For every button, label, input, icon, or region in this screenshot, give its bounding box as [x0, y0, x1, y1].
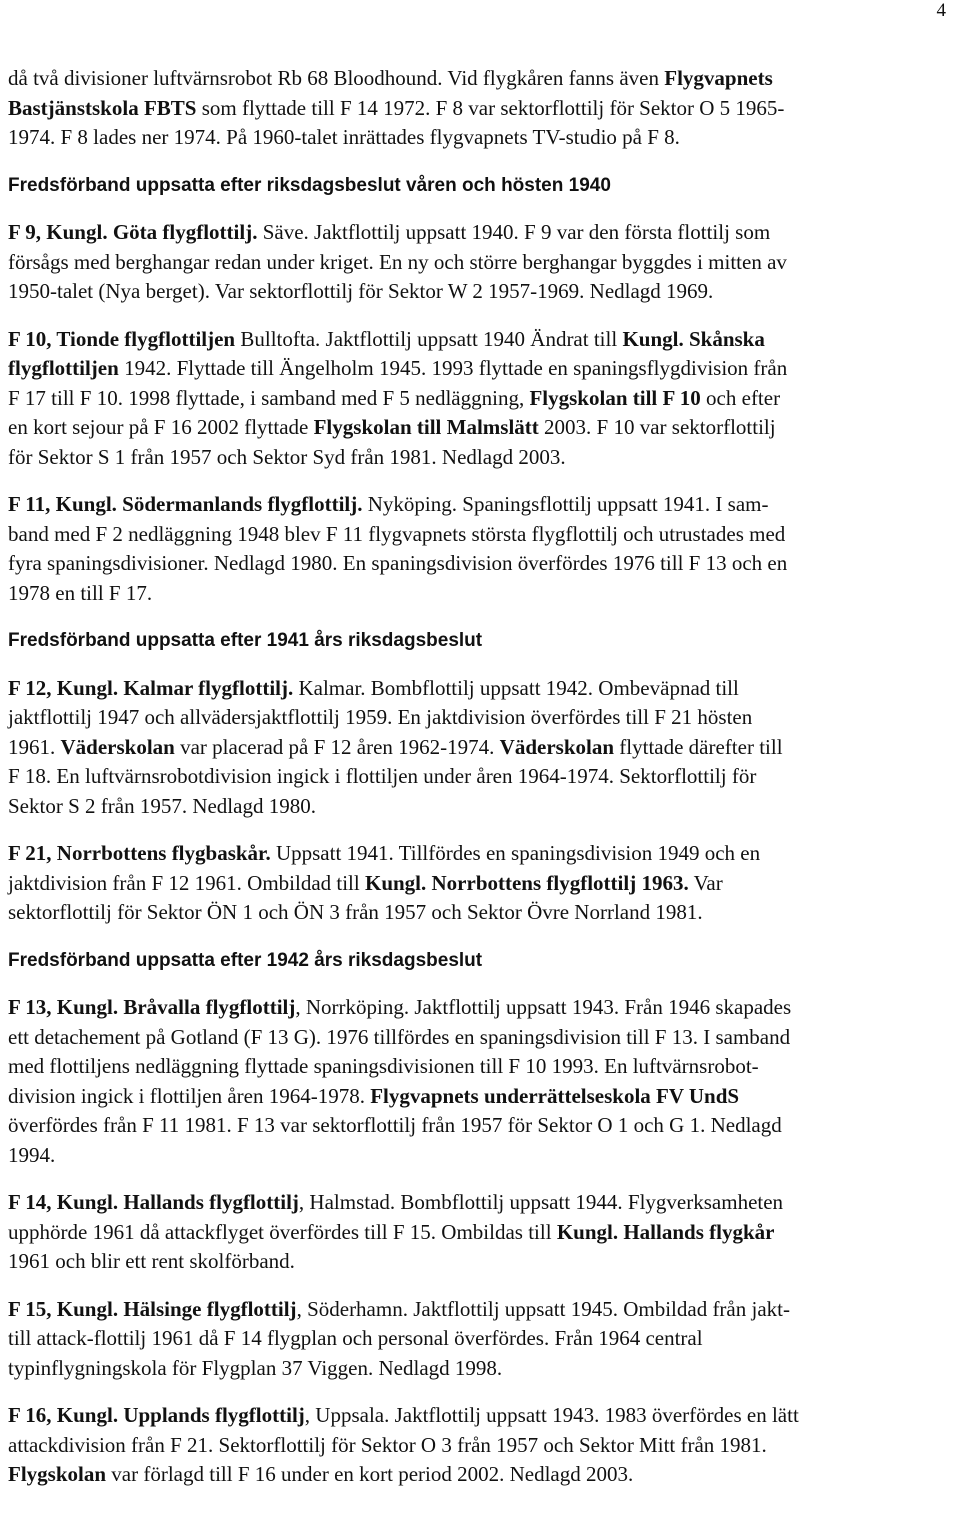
bold-text: Flygvapnets underrättelseskola FV UndS [370, 1083, 740, 1108]
body-text: , Uppsala. Jaktflottilj uppsatt 1943. 1983 överfördes en lätt [304, 1403, 799, 1427]
bold-text: F 14, Kungl. Hallands flygflottilj [8, 1190, 299, 1214]
body-text: Nyköping. Spaningsflottilj uppsatt 1941. I sam- [362, 492, 769, 516]
text-line [8, 549, 948, 579]
text-line [8, 218, 948, 248]
body-text: 1974. F 8 lades ner 1974. På 1960-talet inrättades flygvapnets TV-studio på F 8. [8, 125, 680, 149]
body-text: typinflygningskola för Flygplan 37 Viggen. Nedlagd 1998. [8, 1355, 503, 1380]
text-line [8, 703, 948, 733]
paragraph [8, 325, 948, 473]
body-text: fyra spaningsdivisioner. Nedlagd 1980. En spaningsdivision överfördes 1976 till F 13 och en [8, 551, 788, 575]
text-line [8, 123, 948, 153]
body-text: försågs med berghangar redan under kriget. En ny och större berghangar byggdes i mitten av [8, 249, 787, 274]
text-line [8, 1218, 948, 1248]
page-number: 4 [936, 0, 946, 21]
body-text: då två divisioner luftvärnsrobot Rb 68 Bloodhound. Vid flygkåren fanns även [8, 66, 665, 90]
block-spacer [8, 1383, 948, 1401]
body-text: 1978 en till F 17. [8, 580, 153, 605]
paragraph [8, 490, 948, 608]
text-line [8, 443, 948, 473]
block-spacer [8, 608, 948, 626]
text-line [8, 1188, 948, 1218]
text-line [8, 579, 948, 609]
block-spacer [8, 153, 948, 171]
text-line [8, 762, 948, 792]
block-spacer [8, 472, 948, 490]
text-line [8, 993, 948, 1023]
text-line [8, 1141, 948, 1171]
text-line [8, 94, 948, 124]
text-line [8, 869, 948, 899]
body-text: 1961 och blir ett rent skolförband. [8, 1249, 295, 1273]
text-line [8, 1401, 948, 1431]
body-text: överfördes från F 11 1981. F 13 var sektorflottilj från 1957 för Sektor O 1 och G 1. Nedlagd [8, 1113, 782, 1137]
body-text: en kort sejour på F 16 2002 flyttade [8, 415, 314, 439]
text-line [8, 839, 948, 869]
paragraph [8, 993, 948, 1170]
body-text: Var [688, 870, 723, 895]
block-spacer [8, 975, 948, 993]
body-text: Säve. Jaktflottilj uppsatt 1940. F 9 var den första flottilj som [257, 220, 771, 244]
text-line [8, 1052, 948, 1082]
paragraph [8, 674, 948, 822]
bold-text: F 12, Kungl. Kalmar flygflottilj. [8, 675, 294, 700]
text-line [8, 1354, 948, 1384]
body-text: flyttade därefter till [614, 734, 783, 759]
text-line [8, 64, 948, 94]
bold-text: F 10, Tionde flygflottiljen [8, 326, 236, 351]
body-text: och efter [700, 385, 781, 410]
body-text: var placerad på F 12 åren 1962-1974. [174, 734, 500, 759]
block-spacer [8, 1170, 948, 1188]
text-line [8, 1023, 948, 1053]
bold-text: Kungl. Norrbottens flygflottilj 1963. [364, 870, 689, 895]
body-text: attackdivision från F 21. Sektorflottilj för Sektor O 3 från 1957 och Sektor Mitt från 1981. [8, 1432, 767, 1457]
text-line [8, 384, 948, 414]
body-text: var förlagd till F 16 under en kort period 2002. Nedlagd 2003. [106, 1462, 634, 1486]
body-text: jaktflottilj 1947 och allvädersjaktflottilj 1959. En jaktdivision överfördes till F 21 hösten [8, 705, 753, 729]
body-text: 1942. Flyttade till Ängelholm 1945. 1993 flyttade en spaningsflygdivision från [118, 356, 788, 380]
text-line [8, 413, 948, 443]
bold-text: F 11, Kungl. Södermanlands flygflottilj. [8, 492, 363, 516]
body-text: 1961. [8, 734, 61, 759]
text-line [8, 1324, 948, 1354]
body-text: Sektor S 2 från 1957. Nedlagd 1980. [8, 793, 316, 818]
body-text: till attack-flottilj 1961 då F 14 flygplan och personal överfördes. Från 1964 central [8, 1326, 703, 1350]
block-spacer [8, 821, 948, 839]
body-text: 1950-talet (Nya berget). Var sektorflottilj för Sektor W 2 1957-1969. Nedlagd 1969. [8, 279, 714, 303]
text-line [8, 1295, 948, 1325]
block-spacer [8, 200, 948, 218]
text-line [8, 490, 948, 520]
section-heading: Fredsförband uppsatta efter 1942 års riksdagsbeslut [8, 949, 483, 971]
bold-text: Bastjänstskola FBTS [8, 95, 197, 120]
body-text: , Söderhamn. Jaktflottilj uppsatt 1945. Ombildad från jakt- [296, 1296, 790, 1321]
body-text: med flottiljens nedläggning flyttade spaningsdivisionen till F 10 1993. En luftvärnsrobot- [8, 1054, 759, 1078]
body-text: ett detachement på Gotland (F 13 G). 1976 tillfördes en spaningsdivision till F 13. I samband [8, 1024, 791, 1049]
text-line [8, 898, 948, 928]
block-spacer [8, 656, 948, 674]
bold-text: F 9, Kungl. Göta flygflottilj. [8, 220, 258, 244]
text-line [8, 325, 948, 355]
text-line [8, 1247, 948, 1277]
bold-text: flygflottiljen [8, 356, 119, 380]
body-text: F 18. En luftvärnsrobotdivision ingick i flottiljen under åren 1964-1974. Sektorflottilj för [8, 764, 757, 788]
body-text: Kalmar. Bombflottilj uppsatt 1942. Ombeväpnad till [293, 675, 739, 700]
body-text: , Halmstad. Bombflottilj uppsatt 1944. Flygverksamheten [298, 1190, 784, 1214]
body-text: upphörde 1961 då attackflyget överfördes till F 15. Ombildas till [8, 1219, 557, 1244]
text-line [8, 1082, 948, 1112]
bold-text: Flygskolan [8, 1462, 107, 1486]
body-text: som flyttade till F 14 1972. F 8 var sektorflottilj för Sektor O 5 1965- [196, 95, 785, 120]
body-text: 2003. F 10 var sektorflottilj [538, 415, 776, 439]
bold-text: Kungl. Skånska [622, 326, 765, 351]
block-spacer [8, 928, 948, 946]
body-text: 1994. [8, 1142, 56, 1167]
text-line [8, 1111, 948, 1141]
bold-text: Flygvapnets [664, 66, 773, 90]
bold-text: Flygskolan till F 10 [529, 385, 701, 410]
text-line [8, 520, 948, 550]
bold-text: F 13, Kungl. Bråvalla flygflottilj [8, 995, 296, 1019]
body-text: band med F 2 nedläggning 1948 blev F 11 flygvapnets största flygflottilj och utrustades med [8, 521, 786, 546]
paragraph [8, 1401, 948, 1490]
paragraph [8, 1188, 948, 1277]
bold-text: F 16, Kungl. Upplands flygflottilj [8, 1403, 305, 1427]
text-line [8, 1431, 948, 1461]
paragraph [8, 64, 948, 153]
document-body [8, 64, 948, 1490]
text-line [8, 248, 948, 278]
body-text: sektorflottilj för Sektor ÖN 1 och ÖN 3 från 1957 och Sektor Övre Norrland 1981. [8, 900, 703, 924]
text-line [8, 733, 948, 763]
body-text: Bulltofta. Jaktflottilj uppsatt 1940 Ändrat till [235, 326, 623, 351]
text-line [8, 354, 948, 384]
bold-text: Flygskolan till Malmslätt [313, 415, 539, 439]
bold-text: Kungl. Hallands flygkår [556, 1219, 775, 1244]
text-line [8, 1460, 948, 1490]
paragraph [8, 839, 948, 928]
bold-text: F 21, Norrbottens flygbaskår. [8, 841, 271, 865]
bold-text: F 15, Kungl. Hälsinge flygflottilj [8, 1296, 297, 1321]
bold-text: Väderskolan [499, 734, 615, 759]
block-spacer [8, 1277, 948, 1295]
section-heading: Fredsförband uppsatta efter 1941 års riksdagsbeslut [8, 630, 483, 651]
body-text: F 17 till F 10. 1998 flyttade, i samband med F 5 nedläggning, [8, 385, 530, 410]
section-heading: Fredsförband uppsatta efter riksdagsbeslut våren och hösten 1940 [8, 174, 611, 196]
text-line [8, 674, 948, 704]
body-text: Uppsatt 1941. Tillfördes en spaningsdivision 1949 och en [270, 841, 761, 865]
bold-text: Väderskolan [60, 734, 175, 759]
body-text: division ingick i flottiljen åren 1964-1978. [8, 1083, 371, 1108]
paragraph [8, 218, 948, 307]
text-line [8, 277, 948, 307]
paragraph [8, 1295, 948, 1384]
body-text: för Sektor S 1 från 1957 och Sektor Syd från 1981. Nedlagd 2003. [8, 444, 566, 469]
text-line [8, 792, 948, 822]
body-text: , Norrköping. Jaktflottilj uppsatt 1943. Från 1946 skapades [295, 995, 792, 1019]
block-spacer [8, 307, 948, 325]
body-text: jaktdivision från F 12 1961. Ombildad till [8, 870, 365, 895]
